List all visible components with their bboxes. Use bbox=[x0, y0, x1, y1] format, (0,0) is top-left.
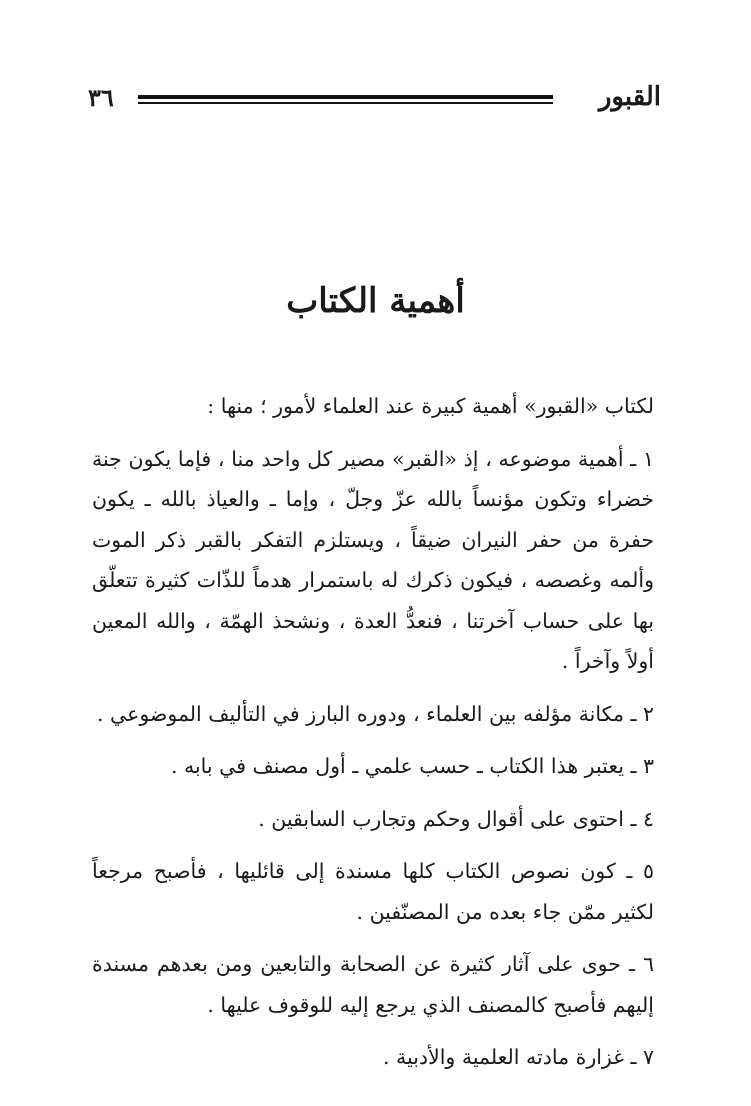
page-header bbox=[88, 82, 661, 116]
list-item-4: ٤ ـ احتوى على أقوال وحكم وتجارب السابقين . bbox=[258, 806, 654, 831]
page-number: ٣٦ bbox=[88, 83, 114, 112]
list-item-5: ٥ ـ كون نصوص الكتاب كلها مسندة إلى قائليها ، فأصبح مرجعاً لكثير ممّن جاء بعده من المصنّفين . bbox=[92, 859, 654, 924]
header-rule-thin bbox=[138, 102, 553, 104]
running-title: القبور bbox=[598, 82, 661, 112]
list-item-7: ٧ ـ غزارة مادته العلمية والأدبية . bbox=[383, 1045, 654, 1069]
chapter-title: أهمية الكتاب bbox=[286, 281, 465, 321]
list-item-3: ٣ ـ يعتبر هذا الكتاب ـ حسب علمي ـ أول مصنف في بابه . bbox=[170, 754, 654, 778]
list-item-2: ٢ ـ مكانة مؤلفه بين العلماء ، ودوره البارز في التأليف الموضوعي . bbox=[97, 701, 654, 726]
intro-paragraph: لكتاب «القبور» أهمية كبيرة عند العلماء لأمور ؛ منها : bbox=[207, 394, 654, 418]
header-rule bbox=[138, 95, 553, 105]
list-item-6: ٦ ـ حوى على آثار كثيرة عن الصحابة والتابعين ومن بعدهم مسندة إليهم فأصبح كالمصنف الذي يرجع إليه للوقوف عليها . bbox=[92, 952, 654, 1017]
body-text bbox=[92, 386, 654, 1090]
list-item-1: ١ ـ أهمية موضوعه ، إذ «القبر» مصير كل واحد منا ، فإما يكون جنة خضراء وتكون مؤنساً بالله عزّ وجلّ ، وإما ـ والعياذ بالله ـ يكون حفرة من حفر النيران ضيقاً ، ويستلزم التفكر بالقبر ذكر الموت وألمه وغصصه ، فيكون ذكرك له باستمرار هدماً للذّات كثيرة تتعلّق بها على حساب آخرتنا ، فنعدُّ العدة ، ونشحذ الهمّة ، والله المعين أولاً وآخراً . bbox=[92, 446, 654, 673]
header-rule-thick bbox=[138, 95, 553, 99]
